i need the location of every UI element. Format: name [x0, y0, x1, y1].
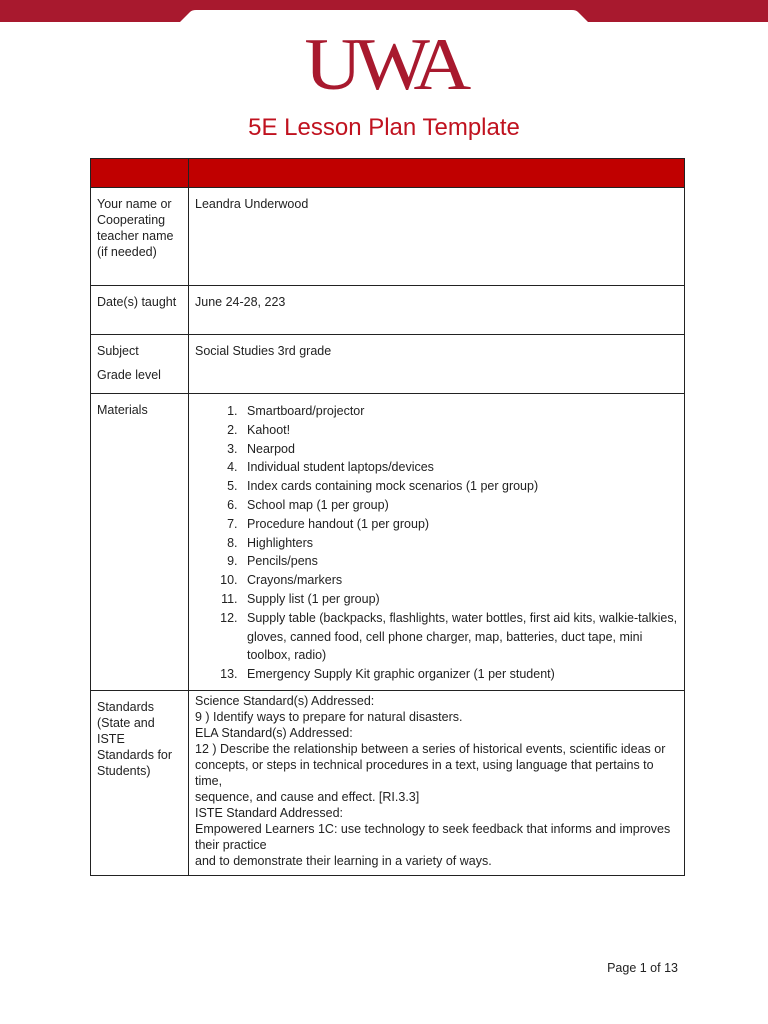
list-item: 2. Kahoot!: [241, 421, 678, 440]
list-item: 12. Supply table (backpacks, flashlights, water bottles, first aid kits, walkie-talkies, gloves, canned food, cell phone charger, map, batteries, duct tape, mini toolbox, radio): [241, 609, 678, 665]
list-item: 1. Smartboard/projector: [241, 402, 678, 421]
lesson-plan-table: [90, 158, 685, 876]
standards-line: ELA Standard(s) Addressed:: [195, 725, 353, 740]
materials-list: [195, 402, 678, 684]
date-value: June 24-28, 223: [189, 286, 685, 335]
uwa-logo: UWA: [304, 24, 464, 106]
list-item: 4. Individual student laptops/devices: [241, 458, 678, 477]
name-label: Your name or Cooperating teacher name (if needed): [91, 188, 189, 286]
date-label: Date(s) taught: [91, 286, 189, 335]
name-value: Leandra Underwood: [189, 188, 685, 286]
table-row-name: [91, 188, 685, 286]
list-item: 3. Nearpod: [241, 440, 678, 459]
header-banner-shape: [0, 0, 768, 22]
standards-line: sequence, and cause and effect. [RI.3.3]: [195, 789, 420, 804]
subject-value: Social Studies 3rd grade: [189, 335, 685, 394]
standards-line: Science Standard(s) Addressed:: [195, 693, 375, 708]
list-item: 9. Pencils/pens: [241, 552, 678, 571]
materials-value: [189, 394, 685, 691]
list-item: 5. Index cards containing mock scenarios (1 per group): [241, 477, 678, 496]
standards-line: ISTE Standard Addressed:: [195, 805, 344, 820]
materials-label: Materials: [91, 394, 189, 691]
header-cell-right: [189, 159, 685, 188]
list-item: 7. Procedure handout (1 per group): [241, 515, 678, 534]
table-header-row: [91, 159, 685, 188]
standards-line: 9 ) Identify ways to prepare for natural disasters.: [195, 709, 463, 724]
page-number: Page 1 of 13: [607, 961, 678, 975]
header-banner: [0, 0, 768, 22]
standards-line: 12 ) Describe the relationship between a series of historical events, scientific ideas or: [195, 741, 666, 756]
list-item: 8. Highlighters: [241, 534, 678, 553]
grade-label-text: Grade level: [97, 368, 161, 382]
table-row-standards: [91, 690, 685, 875]
table-row-materials: [91, 394, 685, 691]
table-row-date: [91, 286, 685, 335]
standards-line: concepts, or steps in technical procedures in a text, using language that pertains to time,: [195, 757, 654, 788]
subject-label-text: Subject: [97, 344, 139, 358]
list-item: 6. School map (1 per group): [241, 496, 678, 515]
standards-line: and to demonstrate their learning in a variety of ways.: [195, 853, 492, 868]
list-item: 11. Supply list (1 per group): [241, 590, 678, 609]
header-cell-left: [91, 159, 189, 188]
standards-label: Standards (State and ISTE Standards for Students): [91, 690, 189, 875]
standards-line: Empowered Learners 1C: use technology to seek feedback that informs and improves their practice: [195, 821, 671, 852]
list-item: 13. Emergency Supply Kit graphic organizer (1 per student): [241, 665, 678, 684]
standards-value: [189, 690, 685, 875]
page-title: 5E Lesson Plan Template: [248, 114, 520, 141]
subject-label: [91, 335, 189, 394]
list-item: 10. Crayons/markers: [241, 571, 678, 590]
table-row-subject: [91, 335, 685, 394]
